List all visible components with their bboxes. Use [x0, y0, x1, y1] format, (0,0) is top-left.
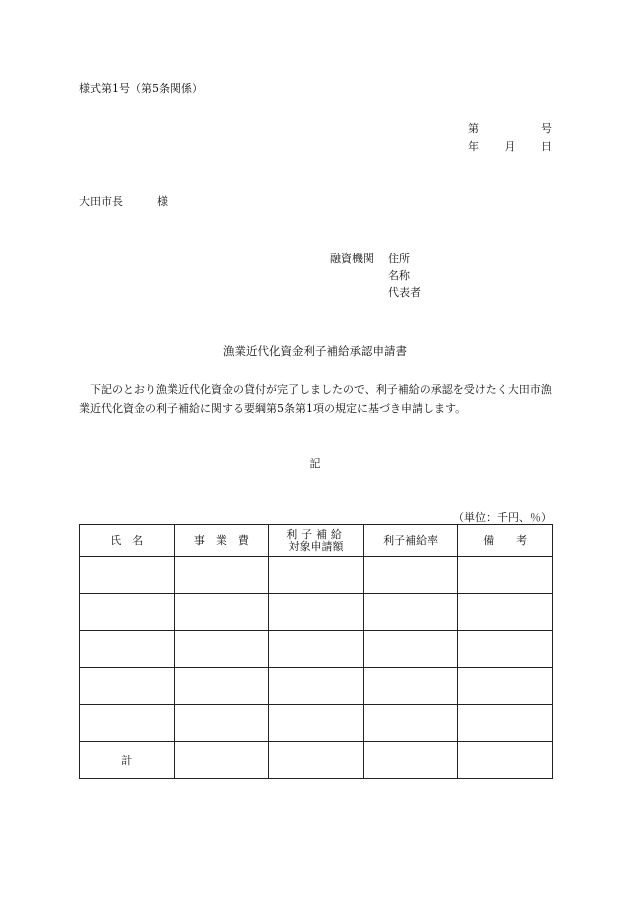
address-label: 住所: [388, 252, 410, 265]
table-row: [80, 668, 553, 705]
table-cell[interactable]: [458, 742, 553, 779]
table-cell[interactable]: [363, 742, 458, 779]
table-cell[interactable]: [458, 557, 553, 594]
header-project-cost: 事 業 費: [174, 525, 269, 557]
table-row: [80, 557, 553, 594]
table-cell[interactable]: [269, 668, 364, 705]
unit-note: （単位：千円、％）: [453, 511, 552, 524]
table-cell[interactable]: [80, 668, 175, 705]
representative-label: 代表者: [388, 286, 421, 299]
table-cell[interactable]: [458, 668, 553, 705]
table-cell[interactable]: [174, 705, 269, 742]
table-cell[interactable]: [458, 631, 553, 668]
document-number: [468, 120, 552, 136]
table-row: [80, 705, 553, 742]
addressee-name: 大田市長: [79, 195, 123, 208]
table-row: [80, 594, 553, 631]
table-cell[interactable]: [458, 705, 553, 742]
document-title: 漁業近代化資金利子補給承認申請書: [223, 344, 407, 358]
name-label: 名称: [388, 269, 410, 282]
table-cell[interactable]: [458, 594, 553, 631]
table-total-row: [80, 742, 553, 779]
table-cell[interactable]: [363, 557, 458, 594]
table-cell[interactable]: [174, 742, 269, 779]
header-subsidy-line1: 利子補給: [286, 527, 346, 541]
table-cell[interactable]: [174, 668, 269, 705]
table-cell[interactable]: [174, 557, 269, 594]
applicant-fields: [388, 250, 421, 301]
number-label-dai: 第: [468, 122, 479, 135]
date-day: 日: [541, 140, 552, 153]
table-cell[interactable]: [269, 705, 364, 742]
total-label: 計: [80, 742, 175, 779]
addressee-honorific: 様: [157, 195, 168, 208]
table-cell[interactable]: [80, 557, 175, 594]
table-cell[interactable]: [363, 594, 458, 631]
application-table: [79, 524, 553, 779]
table-cell[interactable]: [363, 705, 458, 742]
table-cell[interactable]: [363, 668, 458, 705]
table-cell[interactable]: [80, 631, 175, 668]
table-row: [80, 631, 553, 668]
number-label-go: 号: [541, 122, 552, 135]
body-text: 下記のとおり漁業近代化資金の貸付が完了しましたので、利子補給の承認を受けたく大田市漁業近代化資金の利子補給に関する要綱第5条第1項の規定に基づき申請します。: [79, 383, 552, 415]
table-cell[interactable]: [269, 742, 364, 779]
table-cell[interactable]: [363, 631, 458, 668]
table-cell[interactable]: [174, 594, 269, 631]
table-cell[interactable]: [80, 705, 175, 742]
header-name: 氏 名: [80, 525, 175, 557]
header-subsidy-amount: [269, 525, 364, 557]
form-number: 様式第1号（第5条関係）: [79, 82, 203, 95]
document-date: [468, 138, 552, 154]
table-cell[interactable]: [269, 594, 364, 631]
table-cell[interactable]: [269, 631, 364, 668]
ki-heading: 記: [309, 457, 321, 470]
header-remarks: 備 考: [458, 525, 553, 557]
header-subsidy-line2: 対象申請額: [288, 539, 344, 553]
table-cell[interactable]: [80, 594, 175, 631]
table-cell[interactable]: [269, 557, 364, 594]
date-month: 月: [504, 140, 516, 153]
addressee: [79, 193, 168, 209]
header-rate: 利子補給率: [363, 525, 458, 557]
date-year: 年: [468, 140, 479, 153]
table-header-row: [80, 525, 553, 557]
applicant-org-label: 融資機関: [330, 252, 374, 265]
table-cell[interactable]: [174, 631, 269, 668]
